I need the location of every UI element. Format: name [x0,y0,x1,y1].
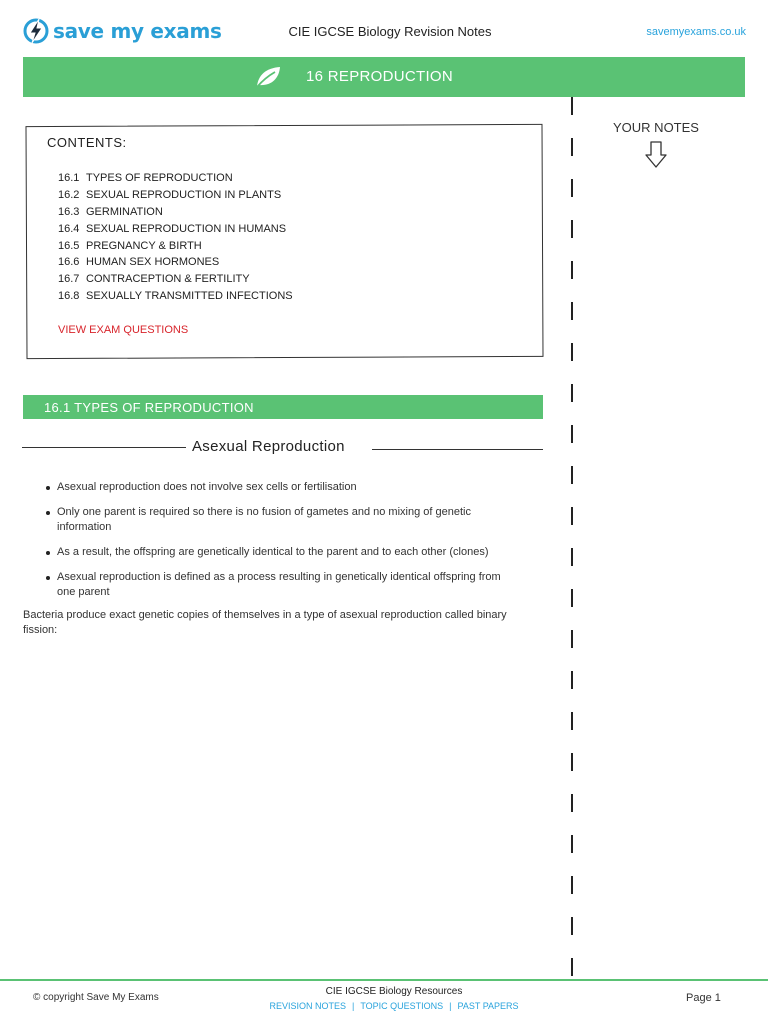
chapter-banner [23,57,745,97]
bullet-item: Asexual reproduction does not involve sex cells or fertilisation [45,480,515,495]
contents-item[interactable]: 16.4 SEXUAL REPRODUCTION IN HUMANS [58,222,287,235]
arrow-down-icon [644,140,668,170]
contents-item[interactable]: 16.5 PREGNANCY & BIRTH [58,239,202,252]
contents-title: CONTENTS: [47,135,127,150]
bullet-item: As a result, the offspring are genetically identical to the parent and to each other (clones) [45,545,515,560]
site-url-link[interactable]: savemyexams.co.uk [646,26,746,38]
contents-item[interactable]: 16.3 GERMINATION [58,205,163,218]
contents-item[interactable]: 16.1 TYPES OF REPRODUCTION [58,172,233,184]
contents-item[interactable]: 16.6 HUMAN SEX HORMONES [58,256,220,269]
bullet-item: Asexual reproduction is defined as a process resulting in genetically identical offspring from one parent [45,570,515,600]
past-papers-link[interactable]: PAST PAPERS [457,1001,519,1011]
your-notes-label: YOUR NOTES [613,120,699,135]
page-number: Page 1 [686,992,721,1004]
logo-text: save my exams [53,19,222,43]
lightning-circle-icon [22,17,50,45]
bullet-item: Only one parent is required so there is no fusion of gametes and no mixing of genetic information [45,505,515,535]
link-separator: | [449,1001,452,1011]
view-exam-questions-link[interactable]: VIEW EXAM QUESTIONS [58,324,189,336]
chapter-title: 16 REPRODUCTION [306,68,454,85]
bullet-list [45,480,515,610]
leaf-icon [254,65,282,89]
revision-notes-link[interactable]: REVISION NOTES [269,1001,346,1011]
subheading: Asexual Reproduction [192,438,345,455]
footer-rule [0,979,768,981]
topic-questions-link[interactable]: TOPIC QUESTIONS [360,1001,444,1011]
contents-list [58,171,293,306]
contents-item[interactable]: 16.7 CONTRACEPTION & FERTILITY [58,273,250,286]
document-title: CIE IGCSE Biology Revision Notes [288,24,492,39]
site-logo[interactable] [22,16,222,46]
footer-resources-title: CIE IGCSE Biology Resources [325,986,463,997]
copyright-text: © copyright Save My Exams [33,992,159,1003]
footer-resources [200,986,588,1012]
heading-rule-right [372,449,543,450]
contents-item[interactable]: 16.2 SEXUAL REPRODUCTION IN PLANTS [58,188,282,201]
notes-divider [571,97,573,977]
footer-links [200,1000,588,1012]
heading-rule-left [22,447,186,448]
link-separator: | [351,1001,355,1011]
section-bar [23,395,543,419]
contents-item[interactable]: 16.8 SEXUALLY TRANSMITTED INFECTIONS [58,290,293,303]
body-paragraph: Bacteria produce exact genetic copies of themselves in a type of asexual reproduction called binary fission: [23,609,507,636]
section-title: 16.1 TYPES OF REPRODUCTION [44,400,254,415]
